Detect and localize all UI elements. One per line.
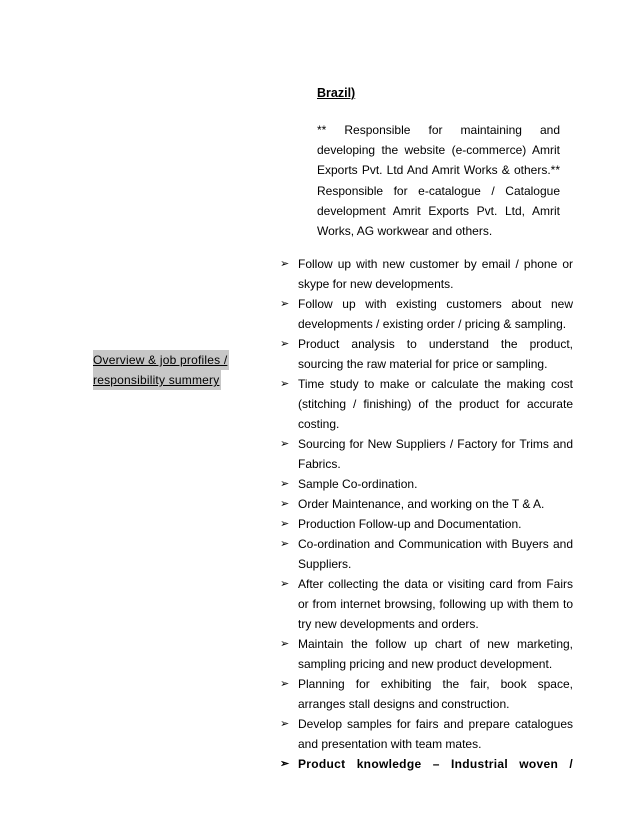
arrow-bullet-icon: ➢ — [280, 538, 290, 550]
list-item-text: Sample Co-ordination. — [298, 477, 418, 491]
section-label — [93, 350, 245, 390]
arrow-bullet-icon: ➢ — [280, 718, 290, 730]
list-item — [280, 714, 573, 754]
list-item — [280, 574, 573, 634]
list-item-text: Planning for exhibiting the fair, book space, arranges stall designs and construction. — [298, 677, 573, 711]
arrow-bullet-icon: ➢ — [280, 378, 290, 390]
arrow-bullet-icon: ➢ — [280, 478, 290, 490]
list-item-text: After collecting the data or visiting card from Fairs or from internet browsing, following up with them to try new developments and orders. — [298, 577, 573, 631]
list-item-text: Time study to make or calculate the making cost (stitching / finishing) of the product for accurate costing. — [298, 377, 573, 431]
list-item — [280, 494, 573, 514]
list-item — [280, 434, 573, 474]
responsibility-paragraph: ** Responsible for maintaining and developing the website (e-commerce) Amrit Exports Pvt. Ltd And Amrit Works & others.** Responsible for e-catalogue / Catalogue development Amrit Exports Pvt. Ltd, Amrit Works, AG workwear and others. — [317, 123, 560, 239]
list-item — [280, 294, 573, 334]
list-item — [280, 754, 573, 774]
list-item-text: Follow up with new customer by email / phone or skype for new developments. — [298, 257, 573, 291]
list-item — [280, 514, 573, 534]
list-item — [280, 374, 573, 434]
arrow-bullet-icon: ➢ — [280, 298, 290, 310]
list-item — [280, 474, 573, 494]
list-item-text: Co-ordination and Communication with Buyers and Suppliers. — [298, 537, 573, 571]
list-item-text: Production Follow-up and Documentation. — [298, 517, 522, 531]
arrow-bullet-icon: ➢ — [280, 518, 290, 530]
list-item-text: Sourcing for New Suppliers / Factory for Trims and Fabrics. — [298, 437, 573, 471]
list-item — [280, 334, 573, 374]
list-item — [280, 634, 573, 674]
arrow-bullet-icon: ➢ — [280, 258, 290, 270]
list-item-text: Maintain the follow up chart of new marketing, sampling pricing and new product development. — [298, 637, 573, 671]
list-item — [280, 534, 573, 574]
list-item-text: Develop samples for fairs and prepare catalogues and presentation with team mates. — [298, 717, 573, 751]
list-item-text: Product knowledge – Industrial woven / — [298, 757, 573, 771]
arrow-bullet-icon: ➢ — [280, 638, 290, 650]
arrow-bullet-icon: ➢ — [280, 578, 290, 590]
arrow-bullet-icon: ➢ — [280, 498, 290, 510]
list-item-text: Product analysis to understand the product, sourcing the raw material for price or sampling. — [298, 337, 573, 371]
section-label-line-2: responsibility summery — [93, 370, 221, 390]
arrow-bullet-icon: ➢ — [280, 438, 290, 450]
arrow-bullet-icon: ➢ — [280, 338, 290, 350]
list-item — [280, 254, 573, 294]
location-heading: Brazil) — [317, 86, 356, 100]
list-item-text: Follow up with existing customers about new developments / existing order / pricing & sampling. — [298, 297, 573, 331]
responsibility-list — [280, 254, 573, 774]
list-item-text: Order Maintenance, and working on the T & A. — [298, 497, 545, 511]
list-item — [280, 674, 573, 714]
arrow-bullet-icon: ➢ — [280, 678, 290, 690]
arrow-bullet-icon: ➢ — [280, 758, 290, 770]
section-label-line-1: Overview & job profiles / — [93, 350, 229, 370]
